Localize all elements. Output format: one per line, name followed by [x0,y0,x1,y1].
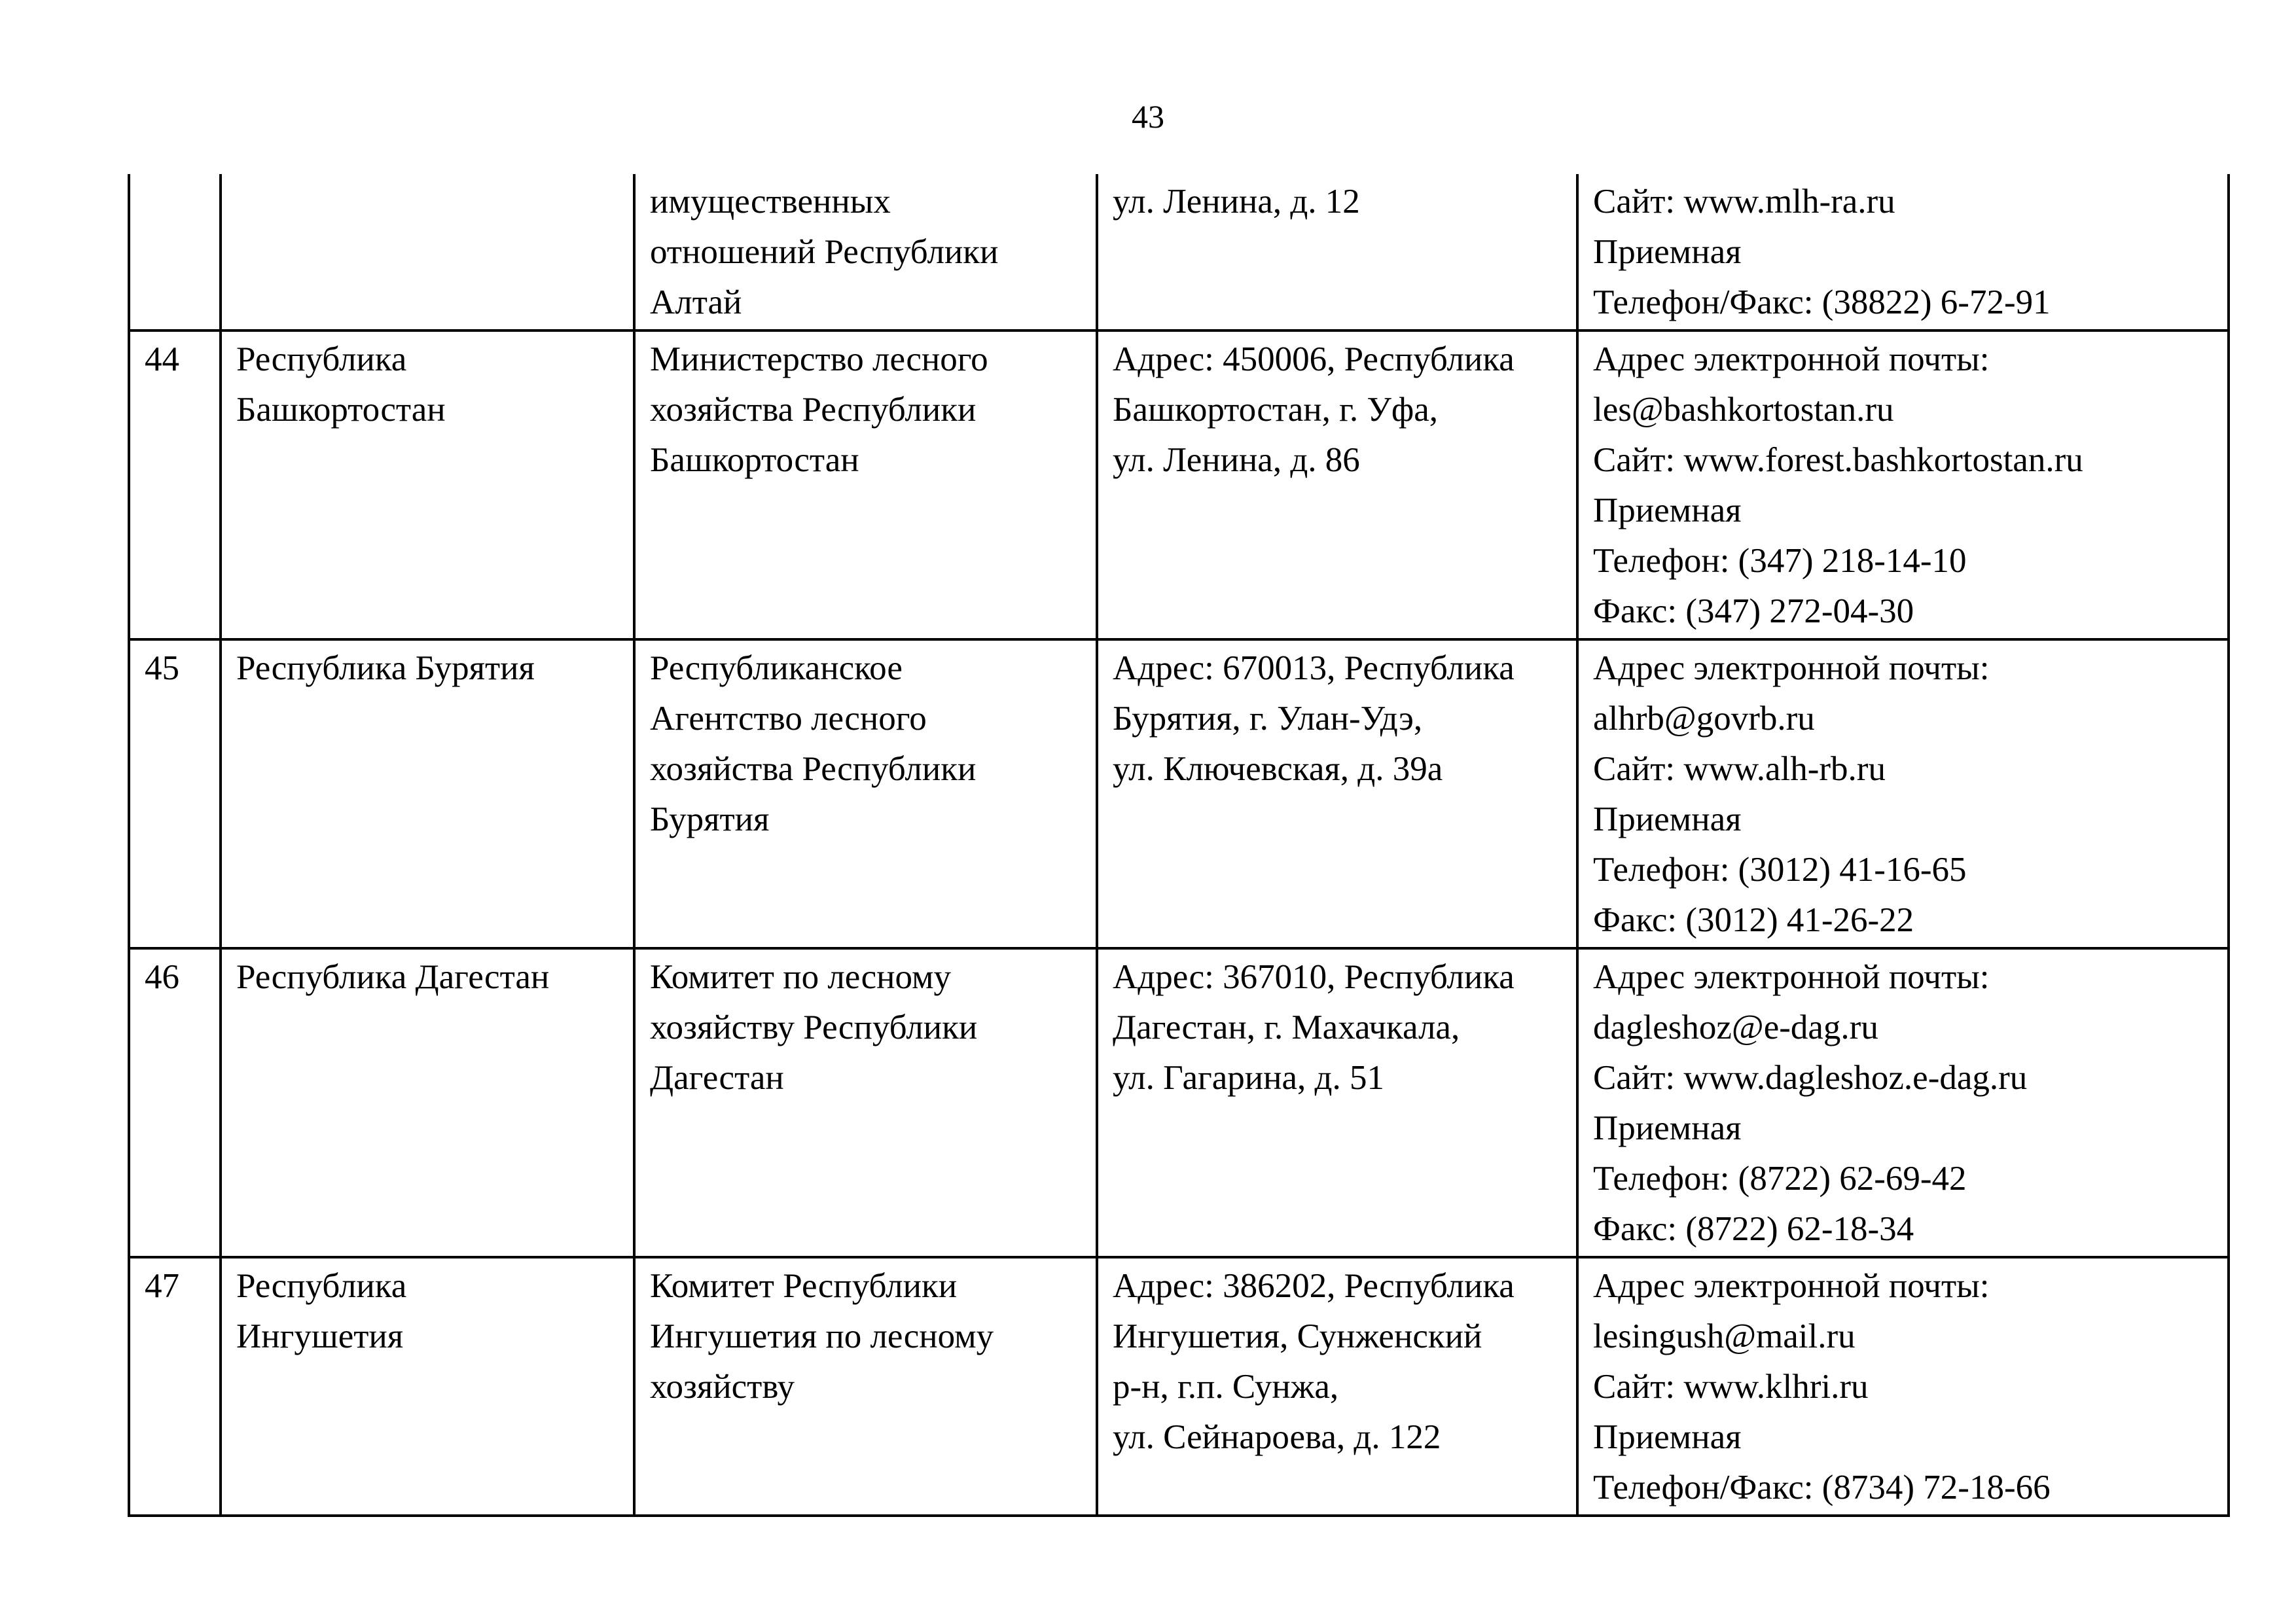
address-line: ул. Ключевская, д. 39а [1113,750,1443,788]
authority-line: Республиканское [650,649,903,687]
authority-line: Бурятия [650,800,770,838]
email-label: Адрес электронной почты: [1593,340,1990,378]
table-row [129,948,2229,1257]
fax-line: Факс: (3012) 41-26-22 [1593,901,1914,939]
contact-line: Телефон/Факс: (38822) 6-72-91 [1593,283,2051,321]
region-line: Республика Бурятия [236,649,535,687]
authority-line: Комитет по лесному [650,958,952,996]
website-line: Сайт: www.klhri.ru [1593,1368,1869,1406]
contact-line: Сайт: www.mlh-ra.ru [1593,183,1895,221]
table-body [129,174,2229,1516]
region-cell [221,948,634,1257]
address-line: ул. Ленина, д. 86 [1113,441,1360,479]
authority-line: хозяйства Республики [650,750,977,788]
address-cell [1097,174,1577,330]
authority-line: Ингушетия по лесному [650,1317,994,1355]
row-number: 46 [145,958,179,996]
phone-line: Телефон: (347) 218-14-10 [1593,542,1967,580]
authority-cell [634,639,1097,948]
contacts-cell [1577,639,2229,948]
address-line: Ингушетия, Сунженский [1113,1317,1482,1355]
table-row [129,639,2229,948]
region-line: Республика [236,340,407,378]
authority-cell [634,174,1097,330]
address-cell [1097,330,1577,639]
authority-line: хозяйства Республики [650,391,977,429]
table-row [129,330,2229,639]
email-address: les@bashkortostan.ru [1593,391,1894,429]
phone-line: Телефон: (3012) 41-16-65 [1593,851,1967,889]
row-number-cell [129,639,221,948]
row-number-cell [129,948,221,1257]
region-cell [221,639,634,948]
website-line: Сайт: www.alh-rb.ru [1593,750,1886,788]
reception-label: Приемная [1593,800,1742,838]
authority-line: Башкортостан [650,441,859,479]
address-line: Дагестан, г. Махачкала, [1113,1008,1460,1046]
authority-line: Алтай [650,283,742,321]
authority-line: Министерство лесного [650,340,988,378]
authority-line: Дагестан [650,1059,784,1097]
region-cell [221,1257,634,1516]
reception-label: Приемная [1593,491,1742,529]
address-line: Адрес: 386202, Республика [1113,1267,1515,1305]
authority-line: Комитет Республики [650,1267,958,1305]
row-number-cell [129,174,221,330]
address-line: ул. Ленина, д. 12 [1113,183,1360,221]
contacts-cell [1577,948,2229,1257]
region-line: Республика [236,1267,407,1305]
email-address: dagleshoz@e-dag.ru [1593,1008,1878,1046]
row-number: 45 [145,649,179,687]
forestry-authorities-table [128,174,2230,1517]
reception-label: Приемная [1593,1109,1742,1147]
page-number: 43 [1132,98,1164,135]
row-number: 47 [145,1267,179,1305]
region-cell [221,330,634,639]
email-label: Адрес электронной почты: [1593,649,1990,687]
address-line: Адрес: 450006, Республика [1113,340,1515,378]
email-label: Адрес электронной почты: [1593,958,1990,996]
address-line: Адрес: 367010, Республика [1113,958,1515,996]
region-line: Республика Дагестан [236,958,550,996]
authority-cell [634,330,1097,639]
region-cell [221,174,634,330]
authority-cell [634,1257,1097,1516]
authority-line: Агентство лесного [650,700,927,738]
authority-line: хозяйству Республики [650,1008,978,1046]
table-row-continuation [129,174,2229,330]
reception-label: Приемная [1593,1418,1742,1456]
fax-line: Факс: (347) 272-04-30 [1593,592,1914,630]
region-line: Башкортостан [236,391,446,429]
website-line: Сайт: www.dagleshoz.e-dag.ru [1593,1059,2028,1097]
phone-fax-line: Телефон/Факс: (8734) 72-18-66 [1593,1469,2051,1507]
email-address: lesingush@mail.ru [1593,1317,1856,1355]
authority-line: имущественных [650,183,891,221]
email-label: Адрес электронной почты: [1593,1267,1990,1305]
contacts-cell [1577,330,2229,639]
row-number-cell [129,1257,221,1516]
authority-cell [634,948,1097,1257]
authority-line: хозяйству [650,1368,795,1406]
address-cell [1097,948,1577,1257]
authority-line: отношений Республики [650,233,999,271]
contacts-cell [1577,174,2229,330]
phone-line: Телефон: (8722) 62-69-42 [1593,1160,1967,1198]
row-number-cell [129,330,221,639]
table-row [129,1257,2229,1516]
address-cell [1097,1257,1577,1516]
address-line: Адрес: 670013, Республика [1113,649,1515,687]
address-line: ул. Сейнароева, д. 122 [1113,1418,1441,1456]
fax-line: Факс: (8722) 62-18-34 [1593,1210,1914,1248]
contact-line: Приемная [1593,233,1742,271]
address-line: Бурятия, г. Улан-Удэ, [1113,700,1423,738]
address-line: Башкортостан, г. Уфа, [1113,391,1439,429]
address-cell [1097,639,1577,948]
email-address: alhrb@govrb.ru [1593,700,1815,738]
address-line: ул. Гагарина, д. 51 [1113,1059,1384,1097]
address-line: р-н, г.п. Сунжа, [1113,1368,1339,1406]
row-number: 44 [145,340,179,378]
contacts-cell [1577,1257,2229,1516]
region-line: Ингушетия [236,1317,404,1355]
website-line: Сайт: www.forest.bashkortostan.ru [1593,441,2083,479]
